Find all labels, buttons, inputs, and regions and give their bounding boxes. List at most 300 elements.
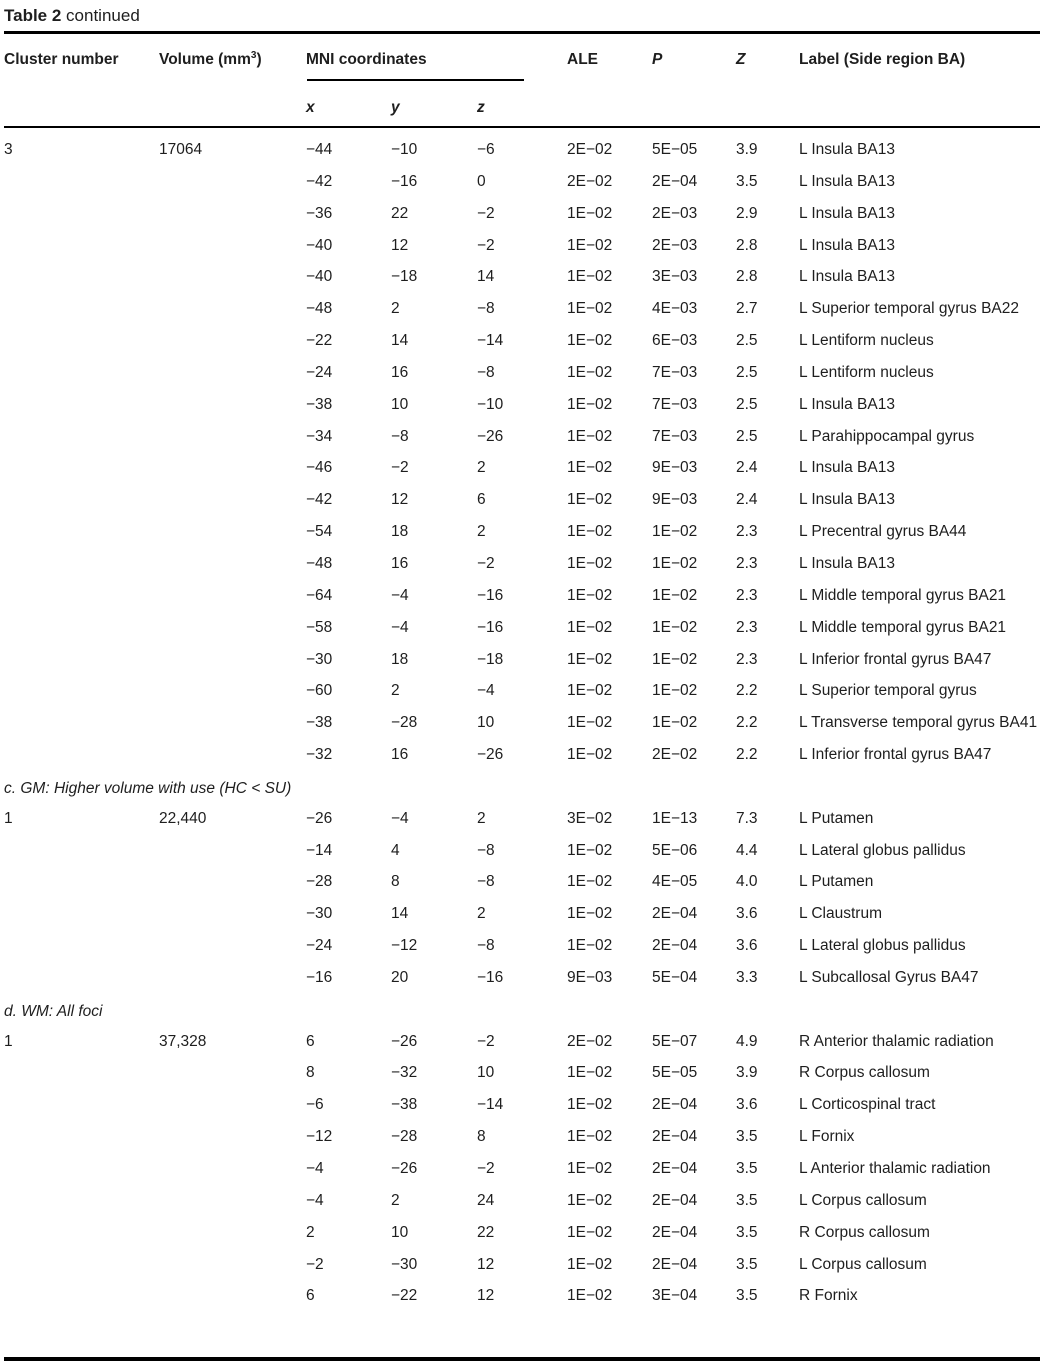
- cell-mni-z: −14: [477, 1096, 504, 1114]
- cell-mni-x: 6: [306, 1032, 315, 1050]
- cell-region-label: L Fornix: [799, 1128, 855, 1146]
- cell-p-value: 9E−03: [652, 459, 698, 477]
- cell-ale: 1E−02: [567, 586, 613, 604]
- cell-mni-y: −26: [391, 1160, 418, 1177]
- cell-ale: 1E−02: [567, 204, 613, 222]
- cell-p-value: 4E−03: [652, 300, 698, 318]
- cell-mni-z: −8: [477, 937, 495, 955]
- cell-z-score: 2.3: [736, 586, 758, 604]
- cell-mni-z: −2: [477, 554, 495, 572]
- table-row: [0, 171, 1040, 203]
- cell-mni-y: −4: [391, 586, 409, 604]
- cell-mni-z: 10: [477, 714, 495, 732]
- cell-z-score: 2.5: [736, 395, 758, 413]
- mni-coordinates-underline: [307, 79, 524, 81]
- table-row: [0, 840, 1040, 872]
- cell-mni-x: −38: [306, 714, 333, 732]
- cell-p-value: 1E−13: [652, 809, 698, 827]
- cell-ale: 1E−02: [567, 300, 613, 318]
- cell-mni-y: 10: [391, 395, 409, 413]
- cell-region-label: L Inferior frontal gyrus BA47: [799, 746, 992, 764]
- cell-volume: [159, 1285, 306, 1317]
- header-rule-divider: [4, 126, 1040, 128]
- cell-region-label: L Insula BA13: [799, 459, 895, 477]
- cell-z-score: 2.3: [736, 523, 758, 541]
- table-row: [0, 1285, 1040, 1317]
- cell-cluster-number: [4, 521, 159, 553]
- cell-mni-y: −26: [391, 1032, 418, 1050]
- cell-cluster-number: [4, 1126, 159, 1158]
- cell-volume: [159, 489, 306, 521]
- cell-ale: 1E−02: [567, 1223, 613, 1241]
- cell-mni-x: −42: [306, 172, 333, 190]
- cell-mni-x: −42: [306, 491, 333, 509]
- cell-mni-z: −8: [477, 363, 495, 381]
- cell-z-score: 2.8: [736, 236, 758, 254]
- cell-mni-y: 8: [391, 873, 400, 891]
- cell-p-value: 2E−03: [652, 236, 698, 254]
- cell-region-label: L Insula BA13: [799, 491, 895, 509]
- cell-mni-y: 12: [391, 491, 409, 509]
- cell-p-value: 2E−04: [652, 1191, 698, 1209]
- cell-mni-z: −8: [477, 300, 495, 318]
- cell-cluster-number: [4, 457, 159, 489]
- cell-z-score: 2.5: [736, 332, 758, 350]
- cell-z-score: 3.5: [736, 172, 758, 190]
- cell-mni-x: −6: [306, 1096, 324, 1114]
- cell-volume: [159, 203, 306, 235]
- cell-ale: 1E−02: [567, 491, 613, 509]
- cell-p-value: 7E−03: [652, 363, 698, 381]
- cell-cluster-number: [4, 1285, 159, 1317]
- cell-volume: [159, 362, 306, 394]
- cell-mni-x: 2: [306, 1223, 315, 1241]
- cell-volume: [159, 1158, 306, 1190]
- cell-region-label: L Lateral globus pallidus: [799, 841, 966, 859]
- cell-region-label: L Insula BA13: [799, 204, 895, 222]
- table-row: [0, 1094, 1040, 1126]
- cell-z-score: 2.4: [736, 459, 758, 477]
- cell-mni-x: −4: [306, 1191, 324, 1209]
- cell-ale: 1E−02: [567, 746, 613, 764]
- cell-mni-x: −2: [306, 1255, 324, 1273]
- cell-ale: 1E−02: [567, 332, 613, 350]
- table-row: [0, 426, 1040, 458]
- cell-p-value: 4E−05: [652, 873, 698, 891]
- cell-p-value: 7E−03: [652, 427, 698, 445]
- table-row: [0, 712, 1040, 744]
- cell-ale: 1E−02: [567, 650, 613, 668]
- cell-mni-x: −4: [306, 1160, 324, 1177]
- cell-p-value: 2E−04: [652, 905, 698, 923]
- table-row: [0, 266, 1040, 298]
- cell-region-label: L Parahippocampal gyrus: [799, 427, 975, 445]
- top-rule-divider: [4, 31, 1040, 34]
- cell-volume: [159, 1094, 306, 1126]
- cell-mni-z: 2: [477, 459, 486, 477]
- cell-region-label: L Putamen: [799, 873, 874, 891]
- table-row: [0, 203, 1040, 235]
- cell-volume: [159, 935, 306, 967]
- cell-p-value: 1E−02: [652, 618, 698, 636]
- cell-region-label: L Insula BA13: [799, 172, 895, 190]
- cell-mni-y: −16: [391, 172, 418, 190]
- cell-cluster-number: [4, 426, 159, 458]
- cell-z-score: 3.5: [736, 1128, 758, 1146]
- cell-p-value: 1E−02: [652, 554, 698, 572]
- cell-ale: 1E−02: [567, 1096, 613, 1114]
- cell-cluster-number: [4, 903, 159, 935]
- mni-subheader-row: [0, 98, 1044, 118]
- cell-mni-x: −48: [306, 554, 333, 572]
- cell-ale: 2E−02: [567, 141, 613, 158]
- cell-cluster-number: [4, 1254, 159, 1286]
- table-row: [0, 1062, 1040, 1094]
- cell-ale: 9E−03: [567, 968, 613, 986]
- cell-mni-z: −2: [477, 1160, 495, 1177]
- cell-z-score: 3.5: [736, 1160, 758, 1177]
- cell-region-label: L Claustrum: [799, 905, 882, 923]
- table-row: [0, 1126, 1040, 1158]
- cell-p-value: 2E−04: [652, 1128, 698, 1146]
- cell-cluster-number: [4, 1222, 159, 1254]
- cell-mni-y: −2: [391, 459, 409, 477]
- cell-z-score: 3.9: [736, 141, 758, 158]
- cell-p-value: 1E−02: [652, 714, 698, 732]
- cell-p-value: 2E−04: [652, 172, 698, 190]
- subheader-z: z: [477, 99, 485, 116]
- cell-ale: 1E−02: [567, 363, 613, 381]
- cell-ale: 1E−02: [567, 873, 613, 891]
- table-row: [0, 139, 1040, 171]
- cell-z-score: 2.7: [736, 300, 758, 318]
- cell-p-value: 3E−04: [652, 1287, 698, 1305]
- cell-z-score: 2.3: [736, 618, 758, 636]
- cell-region-label: L Putamen: [799, 809, 874, 827]
- cell-volume: [159, 617, 306, 649]
- cell-ale: 1E−02: [567, 1287, 613, 1305]
- cell-volume: [159, 967, 306, 999]
- cell-mni-x: −44: [306, 141, 333, 158]
- cell-p-value: 2E−04: [652, 937, 698, 955]
- cell-z-score: 3.6: [736, 1096, 758, 1114]
- cell-mni-y: 16: [391, 746, 409, 764]
- cell-ale: 1E−02: [567, 554, 613, 572]
- cell-mni-y: −32: [391, 1064, 418, 1082]
- section-heading: d. WM: All foci: [4, 1002, 103, 1020]
- column-header-mni: MNI coordinates: [306, 51, 427, 68]
- cell-mni-z: −18: [477, 650, 504, 668]
- cell-mni-y: 10: [391, 1223, 409, 1241]
- cell-ale: 1E−02: [567, 1064, 613, 1082]
- cell-p-value: 2E−03: [652, 204, 698, 222]
- subheader-y: y: [391, 99, 400, 116]
- table-row: [0, 585, 1040, 617]
- cell-mni-z: −14: [477, 332, 504, 350]
- cell-mni-y: −10: [391, 141, 418, 158]
- cell-mni-x: 8: [306, 1064, 315, 1082]
- cell-p-value: 2E−04: [652, 1255, 698, 1273]
- cell-cluster-number: [4, 744, 159, 776]
- cell-volume: [159, 585, 306, 617]
- cell-mni-x: −28: [306, 873, 333, 891]
- cell-cluster-number: [4, 712, 159, 744]
- cell-ale: 2E−02: [567, 1032, 613, 1050]
- cell-mni-x: −64: [306, 586, 333, 604]
- table-row: [0, 967, 1040, 999]
- cell-mni-x: −46: [306, 459, 333, 477]
- cell-mni-x: −40: [306, 236, 333, 254]
- cell-p-value: 1E−02: [652, 682, 698, 700]
- cell-p-value: 5E−05: [652, 1064, 698, 1082]
- cell-volume: [159, 426, 306, 458]
- cell-region-label: L Corticospinal tract: [799, 1096, 936, 1114]
- cell-volume: [159, 649, 306, 681]
- cell-mni-y: 12: [391, 236, 409, 254]
- column-header-z: Z: [736, 51, 746, 68]
- table-row: [0, 457, 1040, 489]
- cell-p-value: 6E−03: [652, 332, 698, 350]
- cell-mni-z: −16: [477, 618, 504, 636]
- table-row: [0, 649, 1040, 681]
- cell-volume: [159, 1222, 306, 1254]
- cell-z-score: 2.5: [736, 427, 758, 445]
- cell-region-label: L Lateral globus pallidus: [799, 937, 966, 955]
- cell-region-label: L Insula BA13: [799, 141, 895, 158]
- cell-cluster-number: [4, 553, 159, 585]
- cell-mni-y: 2: [391, 682, 400, 700]
- cell-mni-z: −8: [477, 841, 495, 859]
- cell-mni-x: −30: [306, 650, 333, 668]
- cell-z-score: 2.2: [736, 746, 758, 764]
- cell-cluster-number: [4, 235, 159, 267]
- cell-ale: 1E−02: [567, 841, 613, 859]
- cell-mni-x: −60: [306, 682, 333, 700]
- cell-mni-y: −4: [391, 618, 409, 636]
- cell-mni-y: 22: [391, 204, 409, 222]
- column-header-row: [0, 50, 1044, 70]
- cell-cluster-number: [4, 1190, 159, 1222]
- cell-mni-x: −30: [306, 905, 333, 923]
- cell-z-score: 2.9: [736, 204, 758, 222]
- cell-mni-x: −34: [306, 427, 333, 445]
- cell-z-score: 2.8: [736, 268, 758, 286]
- cell-ale: 1E−02: [567, 523, 613, 541]
- cell-mni-x: −12: [306, 1128, 333, 1146]
- cell-ale: 1E−02: [567, 236, 613, 254]
- cell-ale: 1E−02: [567, 905, 613, 923]
- cell-region-label: L Subcallosal Gyrus BA47: [799, 968, 979, 986]
- cell-z-score: 2.3: [736, 650, 758, 668]
- cell-region-label: L Anterior thalamic radiation: [799, 1160, 991, 1177]
- cell-z-score: 4.4: [736, 841, 758, 859]
- cell-mni-x: −14: [306, 841, 333, 859]
- cell-mni-x: −24: [306, 937, 333, 955]
- cell-cluster-number: [4, 585, 159, 617]
- cell-z-score: 2.4: [736, 491, 758, 509]
- table-row: [0, 394, 1040, 426]
- cell-ale: 1E−02: [567, 618, 613, 636]
- cell-p-value: 5E−06: [652, 841, 698, 859]
- table-title-number: Table 2: [4, 6, 62, 25]
- cell-volume: [159, 871, 306, 903]
- table-row: [0, 808, 1040, 840]
- table-row: [0, 871, 1040, 903]
- cell-mni-y: 2: [391, 300, 400, 318]
- cell-cluster-number: [4, 330, 159, 362]
- cell-mni-z: −2: [477, 204, 495, 222]
- column-header-ale: ALE: [567, 51, 598, 68]
- cell-z-score: 3.3: [736, 968, 758, 986]
- cell-region-label: L Lentiform nucleus: [799, 363, 934, 381]
- table-row: [0, 903, 1040, 935]
- cell-p-value: 5E−07: [652, 1032, 698, 1050]
- cell-region-label: R Corpus callosum: [799, 1223, 930, 1241]
- cell-mni-y: −28: [391, 714, 418, 732]
- cell-volume: [159, 521, 306, 553]
- cell-p-value: 2E−02: [652, 746, 698, 764]
- section-heading: c. GM: Higher volume with use (HC < SU): [4, 779, 292, 797]
- table-row: [0, 489, 1040, 521]
- cell-region-label: L Transverse temporal gyrus BA41: [799, 714, 1038, 732]
- cell-volume: [159, 1190, 306, 1222]
- cell-volume: [159, 330, 306, 362]
- cell-ale: 1E−02: [567, 459, 613, 477]
- cell-mni-z: −10: [477, 395, 504, 413]
- cell-mni-z: −26: [477, 427, 504, 445]
- cell-volume: [159, 235, 306, 267]
- table-row: [0, 1222, 1040, 1254]
- cell-cluster-number: [4, 394, 159, 426]
- cell-volume: [159, 266, 306, 298]
- cell-z-score: 3.6: [736, 937, 758, 955]
- cell-region-label: L Insula BA13: [799, 236, 895, 254]
- cell-mni-y: 20: [391, 968, 409, 986]
- cell-cluster-number: [4, 649, 159, 681]
- cell-cluster-number: [4, 935, 159, 967]
- cell-ale: 1E−02: [567, 268, 613, 286]
- cell-p-value: 9E−03: [652, 491, 698, 509]
- cell-cluster-number: [4, 171, 159, 203]
- cell-cluster-number: [4, 967, 159, 999]
- cell-z-score: 3.9: [736, 1064, 758, 1082]
- cell-volume: [159, 1062, 306, 1094]
- table-body: [0, 139, 1040, 1317]
- table-row: [0, 362, 1040, 394]
- cell-volume: [159, 903, 306, 935]
- cell-region-label: L Middle temporal gyrus BA21: [799, 618, 1007, 636]
- cell-cluster-number: 3: [4, 141, 13, 158]
- cell-region-label: R Corpus callosum: [799, 1064, 930, 1082]
- cell-cluster-number: [4, 1158, 159, 1190]
- cell-mni-x: −16: [306, 968, 333, 986]
- cell-mni-z: 2: [477, 523, 486, 541]
- cell-ale: 3E−02: [567, 809, 613, 827]
- cell-region-label: L Middle temporal gyrus BA21: [799, 586, 1007, 604]
- table-row: [0, 744, 1040, 776]
- cell-volume: [159, 712, 306, 744]
- cell-region-label: L Corpus callosum: [799, 1191, 927, 1209]
- table-title: [4, 5, 140, 27]
- cell-mni-y: 4: [391, 841, 400, 859]
- cell-mni-y: 14: [391, 332, 409, 350]
- cell-mni-y: −18: [391, 268, 418, 286]
- cell-mni-x: −58: [306, 618, 333, 636]
- cell-mni-x: −36: [306, 204, 333, 222]
- cell-volume: 17064: [159, 141, 203, 158]
- cell-ale: 1E−02: [567, 937, 613, 955]
- table-row: [0, 330, 1040, 362]
- cell-mni-z: 2: [477, 809, 486, 827]
- cell-ale: 1E−02: [567, 395, 613, 413]
- cell-volume: 22,440: [159, 809, 207, 827]
- cell-z-score: 2.2: [736, 682, 758, 700]
- cell-cluster-number: [4, 871, 159, 903]
- column-header-label: Label (Side region BA): [799, 51, 966, 68]
- table-row: [0, 680, 1040, 712]
- cell-mni-z: −26: [477, 746, 504, 764]
- cell-mni-z: −2: [477, 236, 495, 254]
- cell-cluster-number: 1: [4, 1032, 13, 1050]
- table-row: [0, 1158, 1040, 1190]
- cell-mni-x: −22: [306, 332, 333, 350]
- cell-cluster-number: [4, 1062, 159, 1094]
- cell-volume: [159, 840, 306, 872]
- cell-mni-z: 6: [477, 491, 486, 509]
- cell-p-value: 3E−03: [652, 268, 698, 286]
- cell-ale: 2E−02: [567, 172, 613, 190]
- cell-z-score: 3.5: [736, 1255, 758, 1273]
- cell-p-value: 7E−03: [652, 395, 698, 413]
- cell-mni-z: −16: [477, 586, 504, 604]
- cell-region-label: R Anterior thalamic radiation: [799, 1032, 994, 1050]
- cell-mni-x: −54: [306, 523, 333, 541]
- cell-p-value: 5E−05: [652, 141, 698, 158]
- subheader-x: x: [306, 99, 315, 116]
- cell-cluster-number: [4, 266, 159, 298]
- cell-volume: [159, 553, 306, 585]
- cell-cluster-number: [4, 203, 159, 235]
- cell-z-score: 2.3: [736, 554, 758, 572]
- cell-mni-z: 10: [477, 1064, 495, 1082]
- volume-superscript: 3: [250, 49, 257, 61]
- cell-mni-y: −8: [391, 427, 409, 445]
- cell-region-label: L Superior temporal gyrus BA22: [799, 300, 1019, 318]
- cell-z-score: 3.5: [736, 1191, 758, 1209]
- cell-mni-z: 12: [477, 1287, 495, 1305]
- cell-volume: [159, 680, 306, 712]
- cell-mni-z: 24: [477, 1191, 495, 1209]
- cell-mni-x: 6: [306, 1287, 315, 1305]
- cell-region-label: R Fornix: [799, 1287, 858, 1305]
- cell-region-label: L Inferior frontal gyrus BA47: [799, 650, 992, 668]
- column-header-cluster: Cluster number: [4, 51, 119, 68]
- cell-p-value: 2E−04: [652, 1096, 698, 1114]
- cell-volume: [159, 394, 306, 426]
- cell-cluster-number: [4, 680, 159, 712]
- cell-mni-y: 18: [391, 650, 409, 668]
- cell-cluster-number: 1: [4, 809, 13, 827]
- cell-ale: 1E−02: [567, 1128, 613, 1146]
- cell-mni-y: −22: [391, 1287, 418, 1305]
- cell-volume: [159, 744, 306, 776]
- cell-mni-y: −38: [391, 1096, 418, 1114]
- cell-volume: [159, 457, 306, 489]
- cell-z-score: 4.9: [736, 1032, 758, 1050]
- cell-p-value: 2E−04: [652, 1160, 698, 1177]
- cell-cluster-number: [4, 298, 159, 330]
- table-row: [0, 1254, 1040, 1286]
